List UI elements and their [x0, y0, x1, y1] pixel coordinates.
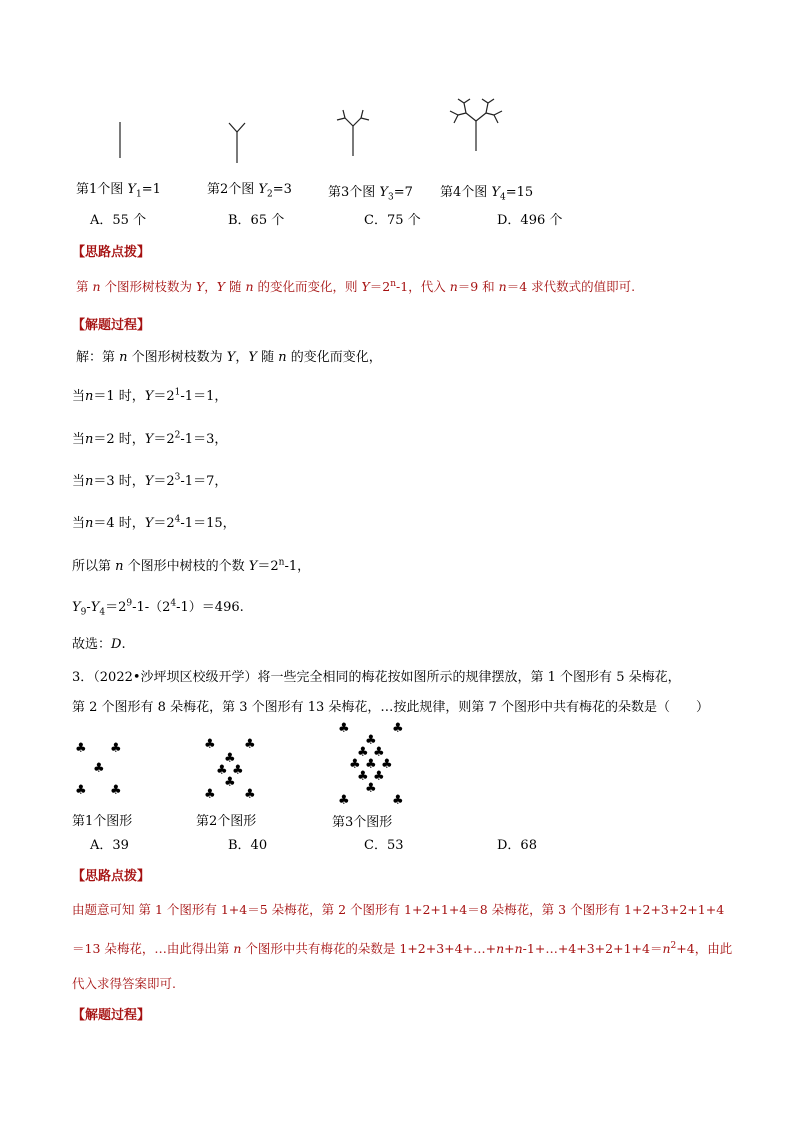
- club-icon: ♣: [93, 761, 105, 776]
- club-icon: ♣: [373, 769, 385, 784]
- q2-solution-case-1: 当n＝1 时，$Y=2^1-1=1$，: [72, 387, 228, 404]
- club-icon: ♣: [75, 741, 87, 756]
- q2-hint-text: 第 n 个图形树枝数为 Y，Y 随 n 的变化而变化，则 $Y=2^n-1$，代入 n＝9 和 n＝4 求代数式的值即可.: [76, 278, 636, 294]
- q3-hint-line-3: 代入求得答案即可.: [72, 976, 176, 991]
- club-icon: ♣: [110, 741, 122, 756]
- q3-stem-line-2: 第 2 个图形有 8 朵梅花，第 3 个图形有 13 朵梅花，…按此规律，则第 7 个图形中共有梅花的朵数是（ ）: [72, 700, 709, 715]
- q2-solution-answer: 故选：D.: [72, 637, 126, 652]
- club-icon: ♣: [204, 737, 216, 752]
- tree-figure-1: [110, 120, 130, 160]
- club-icon: ♣: [365, 733, 377, 748]
- q2-solution-intro: 解：第 n 个图形树枝数为 Y，Y 随 n 的变化而变化，: [76, 350, 382, 365]
- tree-figure-4: [446, 97, 506, 153]
- club-caption-2: 第2个图形: [196, 814, 257, 829]
- tree-caption-4: 第4个图 $Y_4=15$: [440, 185, 534, 203]
- club-icon: ♣: [373, 745, 385, 760]
- q2-solution-general: 所以第 n 个图形中树枝的个数 $Y=2^n-1$，: [72, 557, 311, 574]
- club-icon: ♣: [357, 769, 369, 784]
- q3-hint-line-2: ＝13 朵梅花，…由此得出第 n 个图形中共有梅花的朵数是 $1+2+3+4+\dots+n+n-1+\dots+4+3+2+1+4=n^2+4$，由此: [72, 940, 733, 956]
- q2-hint-heading: 【思路点拨】: [72, 245, 151, 260]
- club-icon: ♣: [110, 783, 122, 798]
- q2-solution-heading: 【解题过程】: [72, 318, 151, 333]
- club-icon: ♣: [365, 757, 377, 772]
- q3-option-a: A．39: [90, 838, 129, 853]
- q3-option-b: B．40: [228, 838, 268, 853]
- club-icon: ♣: [244, 737, 256, 752]
- club-icon: ♣: [365, 781, 377, 796]
- club-icon: ♣: [338, 721, 350, 736]
- tree-caption-1: 第1个图 $Y_1=1$: [76, 182, 161, 200]
- q2-solution-case-3: 当n＝3 时，$Y=2^3-1=7$，: [72, 472, 228, 489]
- club-icon: ♣: [349, 757, 361, 772]
- club-icon: ♣: [392, 793, 404, 808]
- q3-hint-heading: 【思路点拨】: [72, 869, 151, 884]
- club-icon: ♣: [224, 751, 236, 766]
- tree-figure-2: [225, 118, 249, 164]
- tree-caption-2: 第2个图 $Y_2=3$: [207, 182, 292, 200]
- tree-figure-3: [333, 108, 373, 158]
- q2-option-c: C．75 个: [364, 213, 421, 228]
- club-icon: ♣: [381, 757, 393, 772]
- q3-option-d: D．68: [497, 838, 537, 853]
- q2-option-b: B．65 个: [228, 213, 285, 228]
- q3-solution-heading: 【解题过程】: [72, 1008, 151, 1023]
- q3-option-c: C．53: [364, 838, 404, 853]
- tree-caption-3: 第3个图 $Y_3=7$: [328, 185, 413, 203]
- club-caption-3: 第3个图形: [332, 815, 393, 830]
- club-caption-1: 第1个图形: [72, 814, 133, 829]
- club-icon: ♣: [232, 763, 244, 778]
- club-icon: ♣: [338, 793, 350, 808]
- club-icon: ♣: [392, 721, 404, 736]
- club-icon: ♣: [224, 775, 236, 790]
- q2-solution-calc: $Y_9-Y_4=2^9-1-(2^4-1)=496$.: [72, 598, 244, 618]
- club-icon: ♣: [244, 787, 256, 802]
- q2-solution-case-4: 当n＝4 时，$Y=2^4-1=15$，: [72, 514, 236, 531]
- club-icon: ♣: [204, 787, 216, 802]
- club-icon: ♣: [216, 763, 228, 778]
- q2-option-a: A．55 个: [90, 213, 147, 228]
- q2-solution-case-2: 当n＝2 时，$Y=2^2-1=3$，: [72, 430, 228, 447]
- q3-hint-line-1: 由题意可知 第 1 个图形有 1+4＝5 朵梅花，第 2 个图形有 1+2+1+4＝8 朵梅花，第 3 个图形有 1+2+3+2+1+4: [72, 902, 725, 917]
- club-icon: ♣: [357, 745, 369, 760]
- q2-option-d: D．496 个: [497, 213, 563, 228]
- club-icon: ♣: [75, 783, 87, 798]
- q3-stem-line-1: 3．（2022•沙坪坝区校级开学）将一些完全相同的梅花按如图所示的规律摆放，第 1 个图形有 5 朵梅花，: [72, 670, 681, 685]
